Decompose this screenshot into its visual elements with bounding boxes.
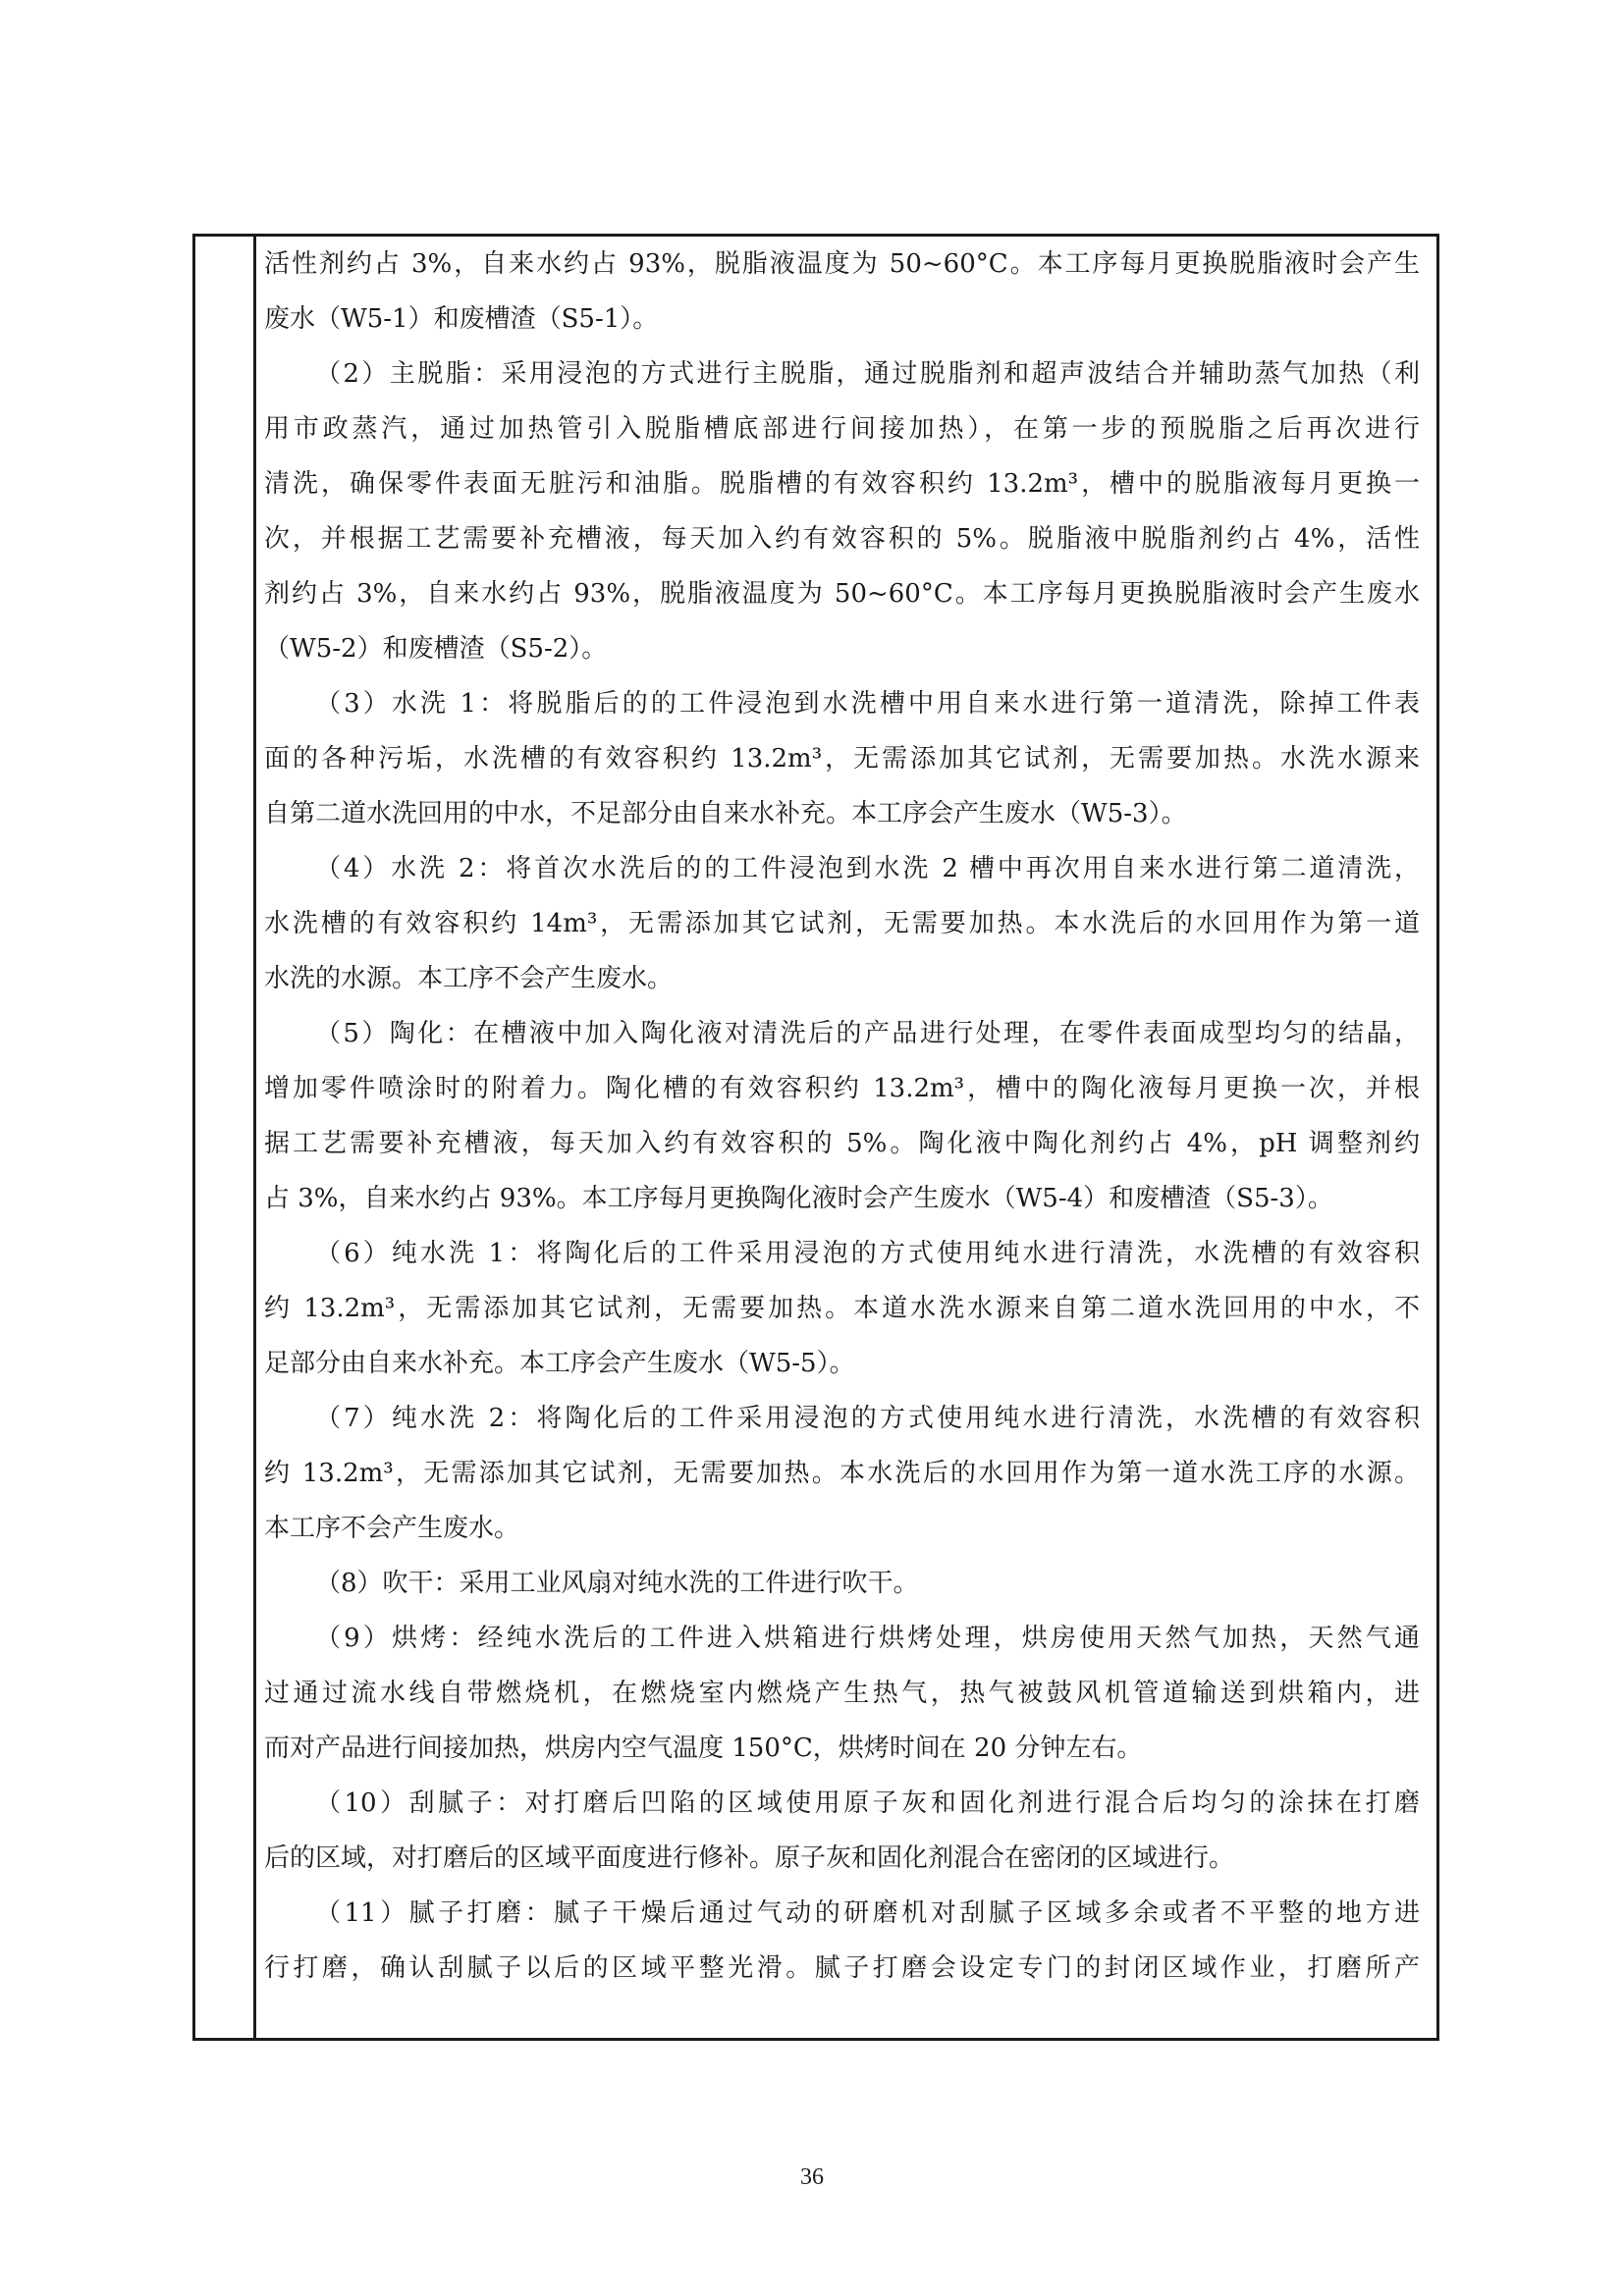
text-line: （2）主脱脂：采用浸泡的方式进行主脱脂，通过脱脂剂和超声波结合并辅助蒸气加热（利 bbox=[315, 359, 1420, 389]
text-line: 水洗的水源。本工序不会产生废水。 bbox=[264, 964, 674, 993]
text-line: 增加零件喷涂时的附着力。陶化槽的有效容积约 13.2m³，槽中的陶化液每月更换一次，并根 bbox=[264, 1074, 1420, 1103]
text-line: （11）腻子打磨：腻子干燥后通过气动的研磨机对刮腻子区域多余或者不平整的地方进 bbox=[315, 1898, 1420, 1928]
text-line: 过通过流水线自带燃烧机，在燃烧室内燃烧产生热气，热气被鼓风机管道输送到烘箱内，进 bbox=[264, 1679, 1420, 1708]
text-line: 自第二道水洗回用的中水，不足部分由自来水补充。本工序会产生废水（W5-3）。 bbox=[264, 799, 1187, 828]
text-line: （4）水洗 2：将首次水洗后的的工件浸泡到水洗 2 槽中再次用自来水进行第二道清洗， bbox=[315, 854, 1420, 883]
text-line: 本工序不会产生废水。 bbox=[264, 1514, 520, 1543]
text-line: （7）纯水洗 2：将陶化后的工件采用浸泡的方式使用纯水进行清洗，水洗槽的有效容积 bbox=[315, 1404, 1420, 1433]
text-line: （10）刮腻子：对打磨后凹陷的区域使用原子灰和固化剂进行混合后均匀的涂抹在打磨 bbox=[315, 1789, 1420, 1818]
text-line: 占 3%，自来水约占 93%。本工序每月更换陶化液时会产生废水（W5-4）和废槽渣（S5-3）。 bbox=[264, 1184, 1333, 1213]
text-line: （8）吹干：采用工业风扇对纯水洗的工件进行吹干。 bbox=[315, 1569, 919, 1598]
text-line: 足部分由自来水补充。本工序会产生废水（W5-5）。 bbox=[264, 1349, 855, 1378]
text-line: （3）水洗 1：将脱脂后的的工件浸泡到水洗槽中用自来水进行第一道清洗，除掉工件表 bbox=[315, 689, 1420, 719]
text-line: 约 13.2m³，无需添加其它试剂，无需要加热。本水洗后的水回用作为第一道水洗工序的水源。 bbox=[264, 1459, 1420, 1488]
content-table-frame bbox=[192, 234, 1439, 2041]
text-line: 剂约占 3%，自来水约占 93%，脱脂液温度为 50~60°C。本工序每月更换脱脂液时会产生废水 bbox=[264, 579, 1420, 609]
table-left-column bbox=[195, 237, 256, 2038]
text-line: （6）纯水洗 1：将陶化后的工件采用浸泡的方式使用纯水进行清洗，水洗槽的有效容积 bbox=[315, 1239, 1420, 1268]
text-line: 而对产品进行间接加热，烘房内空气温度 150°C，烘烤时间在 20 分钟左右。 bbox=[264, 1734, 1143, 1763]
text-line: 据工艺需要补充槽液，每天加入约有效容积的 5%。陶化液中陶化剂约占 4%，pH 调整剂约 bbox=[264, 1129, 1420, 1158]
text-line: 次，并根据工艺需要补充槽液，每天加入约有效容积的 5%。脱脂液中脱脂剂约占 4%，活性 bbox=[264, 524, 1420, 554]
text-line: 水洗槽的有效容积约 14m³，无需添加其它试剂，无需要加热。本水洗后的水回用作为第一道 bbox=[264, 909, 1420, 938]
text-line: （5）陶化：在槽液中加入陶化液对清洗后的产品进行处理，在零件表面成型均匀的结晶， bbox=[315, 1019, 1420, 1048]
text-line: （9）烘烤：经纯水洗后的工件进入烘箱进行烘烤处理，烘房使用天然气加热，天然气通 bbox=[315, 1624, 1420, 1653]
text-line: 后的区域，对打磨后的区域平面度进行修补。原子灰和固化剂混合在密闭的区域进行。 bbox=[264, 1843, 1235, 1873]
text-line: 废水（W5-1）和废槽渣（S5-1）。 bbox=[264, 304, 659, 334]
page-number: 36 bbox=[800, 2164, 824, 2190]
text-line: 约 13.2m³，无需添加其它试剂，无需要加热。本道水洗水源来自第二道水洗回用的中水，不 bbox=[264, 1294, 1420, 1323]
text-line: 清洗，确保零件表面无脏污和油脂。脱脂槽的有效容积约 13.2m³，槽中的脱脂液每月更换一 bbox=[264, 469, 1420, 499]
text-line: 面的各种污垢，水洗槽的有效容积约 13.2m³，无需添加其它试剂，无需要加热。水洗水源来 bbox=[264, 744, 1420, 774]
text-line: 用市政蒸汽，通过加热管引入脱脂槽底部进行间接加热），在第一步的预脱脂之后再次进行 bbox=[264, 414, 1420, 444]
text-line: （W5-2）和废槽渣（S5-2）。 bbox=[264, 634, 608, 664]
text-line: 活性剂约占 3%，自来水约占 93%，脱脂液温度为 50~60°C。本工序每月更换脱脂液时会产生 bbox=[264, 249, 1420, 279]
text-line: 行打磨，确认刮腻子以后的区域平整光滑。腻子打磨会设定专门的封闭区域作业，打磨所产 bbox=[264, 1953, 1420, 1983]
